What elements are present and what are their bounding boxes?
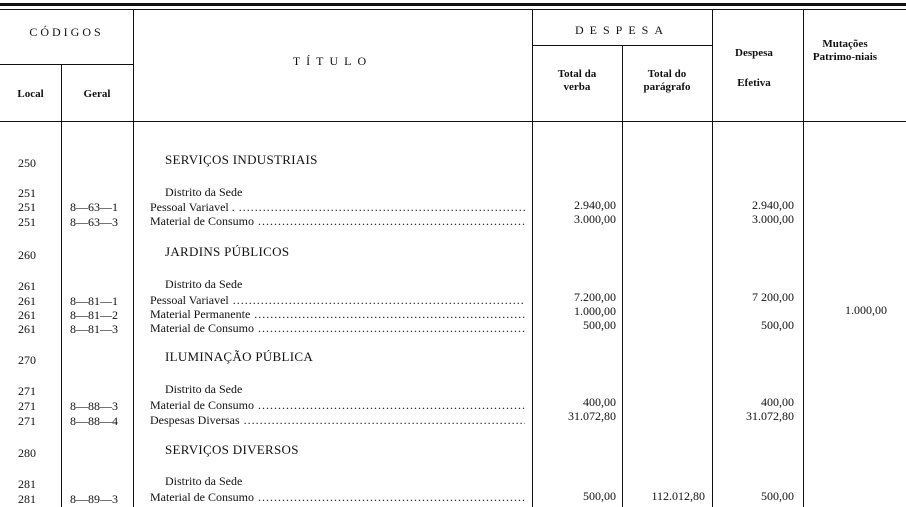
local-code: 271 — [18, 384, 36, 398]
despesa-efetiva-value: 31.072,80 — [746, 409, 794, 423]
item-title: Material Permanente ..... — [150, 307, 525, 321]
geral-code: 8—89—3 — [70, 492, 118, 506]
header-despesa-efetiva: Despesa Efetiva — [735, 47, 773, 89]
local-code: 271 — [18, 414, 36, 428]
item-title: Material de Consumo ..... — [150, 214, 525, 228]
district-label: Distrito da Sede — [165, 382, 243, 396]
header-bottom-rule — [0, 121, 906, 122]
local-code: 281 — [18, 477, 36, 491]
header-total-paragrafo: Total do parágrafo — [643, 68, 691, 93]
item-title: Material de Consumo ..... — [150, 398, 525, 412]
local-code: 271 — [18, 399, 36, 413]
header-codigos: CÓDIGOS — [29, 25, 104, 39]
item-title: Pessoal Variavel ..... — [150, 293, 525, 307]
item-title: Pessoal Variavel . ..... — [150, 200, 525, 214]
col-divider-verba — [622, 45, 623, 507]
district-label: Distrito da Sede — [165, 277, 243, 291]
local-code: 260 — [18, 248, 36, 262]
local-code: 251 — [18, 215, 36, 229]
despesa-efetiva-value: 2.940,00 — [752, 198, 794, 212]
local-code: 270 — [18, 353, 36, 367]
header-titulo: TÍTULO — [292, 54, 373, 68]
despesa-efetiva-value: 400,00 — [761, 395, 794, 409]
codigos-underline — [0, 64, 133, 65]
section-title: ILUMINAÇÃO PÚBLICA — [165, 349, 314, 364]
col-divider-titulo — [532, 10, 533, 507]
header-geral: Geral — [83, 88, 111, 100]
total-verba-value: 400,00 — [583, 395, 616, 409]
local-code: 261 — [18, 294, 36, 308]
header-mutacoes: Mutações Patrimo-niais — [812, 38, 878, 63]
section-title: SERVIÇOS DIVERSOS — [165, 442, 299, 457]
geral-code: 8—63—1 — [70, 200, 118, 214]
local-code: 250 — [18, 156, 36, 170]
despesa-efetiva-value: 500,00 — [761, 489, 794, 503]
district-label: Distrito da Sede — [165, 474, 243, 488]
district-label: Distrito da Sede — [165, 185, 243, 199]
local-code: 261 — [18, 322, 36, 336]
total-verba-value: 500,00 — [583, 318, 616, 332]
total-verba-value: 7.200,00 — [574, 290, 616, 304]
header-local: Local — [17, 88, 44, 100]
geral-code: 8—81—2 — [70, 308, 118, 322]
total-verba-value: 1.000,00 — [574, 304, 616, 318]
despesa-efetiva-value: 3.000,00 — [752, 212, 794, 226]
geral-code: 8—88—3 — [70, 399, 118, 413]
mutacoes-value: 1.000,00 — [845, 303, 887, 317]
col-divider-codigos — [133, 10, 134, 507]
col-divider-paragrafo — [712, 10, 713, 507]
total-verba-value: 500,00 — [583, 489, 616, 503]
local-code: 261 — [18, 279, 36, 293]
header-despesa: DESPESA — [574, 23, 669, 37]
despesa-efetiva-value: 500,00 — [761, 318, 794, 332]
item-title: Despesas Diversas ..... — [150, 413, 525, 427]
geral-code: 8—63—3 — [70, 215, 118, 229]
item-title: Material de Consumo ..... — [150, 490, 525, 504]
local-code: 251 — [18, 186, 36, 200]
col-divider-efetiva — [803, 10, 804, 507]
section-title: JARDINS PÚBLICOS — [165, 244, 290, 259]
total-verba-value: 31.072,80 — [568, 409, 616, 423]
total-verba-value: 3.000,00 — [574, 212, 616, 226]
header-total-verba: Total da verba — [557, 68, 597, 93]
local-code: 281 — [18, 492, 36, 506]
local-code: 261 — [18, 308, 36, 322]
despesa-efetiva-value: 7 200,00 — [752, 290, 794, 304]
geral-code: 8—81—3 — [70, 322, 118, 336]
item-title: Material de Consumo ..... — [150, 321, 525, 335]
section-title: SERVIÇOS INDUSTRIAIS — [165, 152, 318, 167]
local-code: 280 — [18, 446, 36, 460]
total-paragrafo-value: 112.012,80 — [651, 489, 705, 503]
local-code: 251 — [18, 200, 36, 214]
geral-code: 8—81—1 — [70, 294, 118, 308]
top-rule-thick — [0, 3, 906, 6]
total-verba-value: 2.940,00 — [574, 198, 616, 212]
top-rule-thin — [0, 9, 906, 10]
col-divider-local — [61, 64, 62, 507]
geral-code: 8—88—4 — [70, 414, 118, 428]
